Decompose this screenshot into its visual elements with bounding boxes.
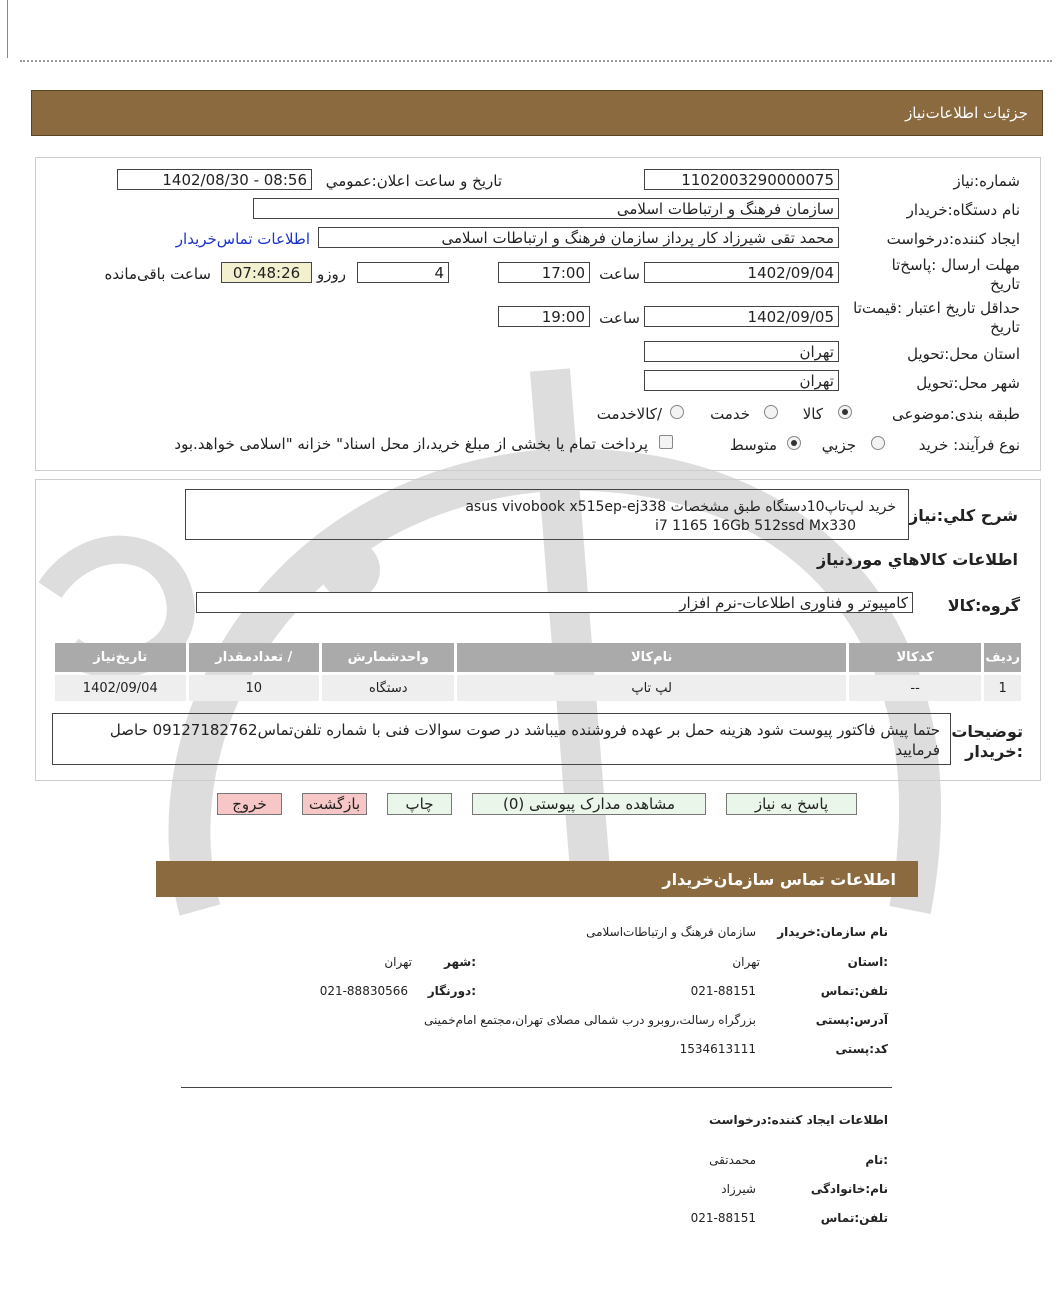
city-field: تهران — [644, 370, 839, 391]
cell-qty: 10 — [189, 675, 319, 701]
category-goods-label: کالا — [802, 405, 823, 423]
goods-section-title: اطلاعات کالاهاي موردنیاز — [817, 550, 1018, 569]
category-goods-radio[interactable] — [838, 405, 852, 419]
province-field: تهران — [644, 341, 839, 362]
contact-postal-value: 1534613111 — [679, 1042, 756, 1056]
process-medium-label: متوسط — [729, 436, 777, 454]
remaining-time-field: 07:48:26 — [221, 262, 312, 283]
creator-name-label: :نام — [865, 1153, 888, 1167]
creator-label: ایجاد کننده:درخواست — [886, 230, 1020, 248]
contact-fax-value: 021-88830566 — [319, 984, 408, 998]
contact-address-label: آدرس:پستی — [815, 1013, 888, 1027]
contact-city-value: تهران — [384, 955, 412, 969]
process-medium-radio[interactable] — [787, 436, 801, 450]
contact-title: اطلاعات تماس سازمان‌خریدار — [662, 870, 896, 889]
col-unit: واحدشمارش — [322, 643, 454, 672]
category-label: طبقه بندی:موضوعی — [892, 405, 1020, 423]
exit-button[interactable]: خروج — [217, 793, 282, 815]
announce-date-field: 1402/08/30 - 08:56 — [117, 169, 312, 190]
buyer-contact-link[interactable]: اطلاعات تماس‌خریدار — [175, 230, 310, 248]
creator-name-value: محمدتقی — [709, 1153, 756, 1167]
goods-table — [52, 640, 1024, 704]
col-code: کدکالا — [849, 643, 981, 672]
table-row — [55, 675, 1021, 701]
col-qty: / تعدادمقدار — [189, 643, 319, 672]
remaining-label: ساعت باقی‌مانده — [104, 265, 211, 283]
deadline-time-field: 17:00 — [498, 262, 590, 283]
contact-province-value: تهران — [732, 955, 760, 969]
need-number-field: 1102003290000075 — [644, 169, 839, 190]
page-header-bar — [31, 90, 1043, 136]
print-button[interactable]: چاپ — [387, 793, 452, 815]
validity-time-field: 19:00 — [498, 306, 590, 327]
page-edge-line — [7, 0, 8, 58]
creator-info-title: اطلاعات ایجاد کننده:درخواست — [708, 1113, 888, 1127]
back-button[interactable]: بازگشت — [302, 793, 367, 815]
view-attachments-button[interactable]: مشاهده مدارک پیوستی (0) — [472, 793, 706, 815]
category-service-label: خدمت — [710, 405, 750, 423]
summary-box — [185, 489, 909, 540]
process-minor-radio[interactable] — [871, 436, 885, 450]
buyer-org-label: نام دستگاه:خریدار — [906, 201, 1020, 219]
col-row: ردیف — [984, 643, 1021, 672]
deadline-hour-label: ساعت — [599, 265, 640, 283]
province-label: استان محل:تحویل — [907, 345, 1020, 363]
contact-divider — [181, 1087, 892, 1088]
deadline-label: مهلت ارسال :پاسخ‌تا تاریخ — [891, 256, 1020, 293]
city-label: شهر محل:تحویل — [916, 374, 1020, 392]
summary-label: شرح کلي:نیاز — [909, 506, 1018, 525]
need-number-label: شماره:نیاز — [953, 172, 1020, 190]
announce-date-label: تاریخ و ساعت اعلان:عمومي — [325, 172, 502, 190]
contact-header-bar — [156, 861, 918, 897]
treasury-payment-checkbox[interactable] — [659, 435, 673, 449]
contact-org-label: نام سازمان:خریدار — [777, 925, 888, 939]
contact-postal-label: کد:پستی — [835, 1042, 888, 1056]
col-date: تاریخ‌نیاز — [55, 643, 186, 672]
creator-field: محمد تقی شیرزاد کار پرداز سازمان فرهنگ و ارتباطات اسلامی — [318, 227, 839, 248]
contact-phone-value: 021-88151 — [690, 984, 756, 998]
cell-code: -- — [849, 675, 981, 701]
contact-city-label: :شهر — [444, 955, 476, 969]
cell-row: 1 — [984, 675, 1021, 701]
notes-box: حتما پیش فاکتور پیوست شود هزینه حمل بر عهده فروشنده میباشد در صوت سوالات فنی با شماره تلفن‌تماس09127182762 حاصل فرمایید — [52, 713, 951, 765]
days-label: روزو — [317, 265, 346, 283]
summary-line-1: خرید لپ‌تاپ10دستگاه طبق مشخصات asus vivobook x515ep-ej338 — [465, 499, 896, 515]
treasury-payment-label: پرداخت تمام یا بخشی از مبلغ خرید،از محل اسناد" خزانه "اسلامی خواهد.بود — [174, 435, 648, 453]
top-divider — [20, 60, 1052, 62]
creator-family-label: نام:خانوادگی — [810, 1182, 888, 1196]
validity-label: حداقل تاریخ اعتبار :قیمت‌تا تاریخ — [853, 299, 1020, 336]
contact-phone-label: تلفن:تماس — [820, 984, 888, 998]
cell-date: 1402/09/04 — [55, 675, 186, 701]
category-goods-service-radio[interactable] — [670, 405, 684, 419]
buyer-org-field: سازمان فرهنگ و ارتباطات اسلامی — [253, 198, 839, 219]
notes-label: توضیحات :خریدار — [951, 722, 1023, 761]
col-name: نام‌کالا — [457, 643, 845, 672]
goods-group-field: کامپیوتر و فناوری اطلاعات-نرم افزار — [196, 592, 913, 613]
days-field: 4 — [357, 262, 449, 283]
deadline-date-field: 1402/09/04 — [644, 262, 839, 283]
process-minor-label: جزيي — [821, 436, 856, 454]
contact-org-value: سازمان فرهنگ و ارتباطات‌اسلامی — [586, 925, 756, 939]
summary-line-2: i7 1165 16Gb 512ssd Mx330 — [654, 518, 856, 534]
goods-table-header — [55, 643, 1021, 672]
contact-province-label: :استان — [847, 955, 888, 969]
process-label: نوع فرآیند: خرید — [918, 436, 1020, 454]
page-title: جزئیات اطلاعات‌نیاز — [905, 104, 1028, 122]
creator-family-value: شیرزاد — [721, 1182, 756, 1196]
validity-date-field: 1402/09/05 — [644, 306, 839, 327]
goods-group-label: گروه:کالا — [947, 596, 1020, 615]
contact-address-value: بزرگراه رسالت،روبرو درب شمالی مصلای تهران،مجتمع امام‌خمینی — [424, 1013, 756, 1027]
cell-name: لپ تاپ — [457, 675, 845, 701]
cell-unit: دستگاه — [322, 675, 454, 701]
contact-fax-label: :دورنگار — [427, 984, 476, 998]
reply-button[interactable]: پاسخ به نیاز — [726, 793, 857, 815]
creator-phone-value: 021-88151 — [690, 1211, 756, 1225]
creator-phone-label: تلفن:تماس — [820, 1211, 888, 1225]
category-goods-service-label: /کالاخدمت — [596, 405, 662, 423]
validity-hour-label: ساعت — [599, 309, 640, 327]
category-service-radio[interactable] — [764, 405, 778, 419]
